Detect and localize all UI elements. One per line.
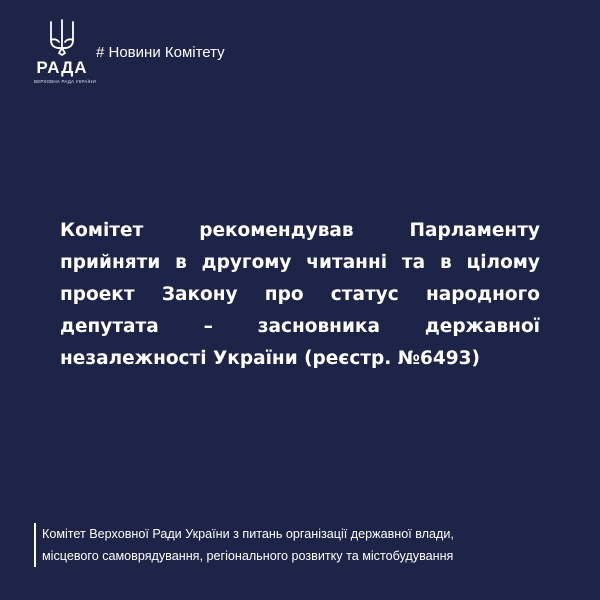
logo-wordmark: РАДА <box>36 58 88 77</box>
committee-footer <box>34 523 587 567</box>
trident-icon <box>48 18 76 56</box>
footer-line-1: Комітет Верховної Ради України з питань організації державної влади, <box>42 527 454 541</box>
news-headline: Комітет рекомендував Парламенту прийняти в другому читанні та в цілому проект Закону про статус народного депутата – засновника державної незалежності України (реєстр. №6493) <box>60 220 540 369</box>
rada-logo <box>34 18 96 84</box>
footer-line-2: місцевого самоврядування, регіонального розвитку та містобудування <box>42 549 454 563</box>
logo-subtitle: ВЕРХОВНА РАДА УКРАЇНИ <box>34 79 96 84</box>
category-hashtag: # Новини Комітету <box>96 44 225 61</box>
